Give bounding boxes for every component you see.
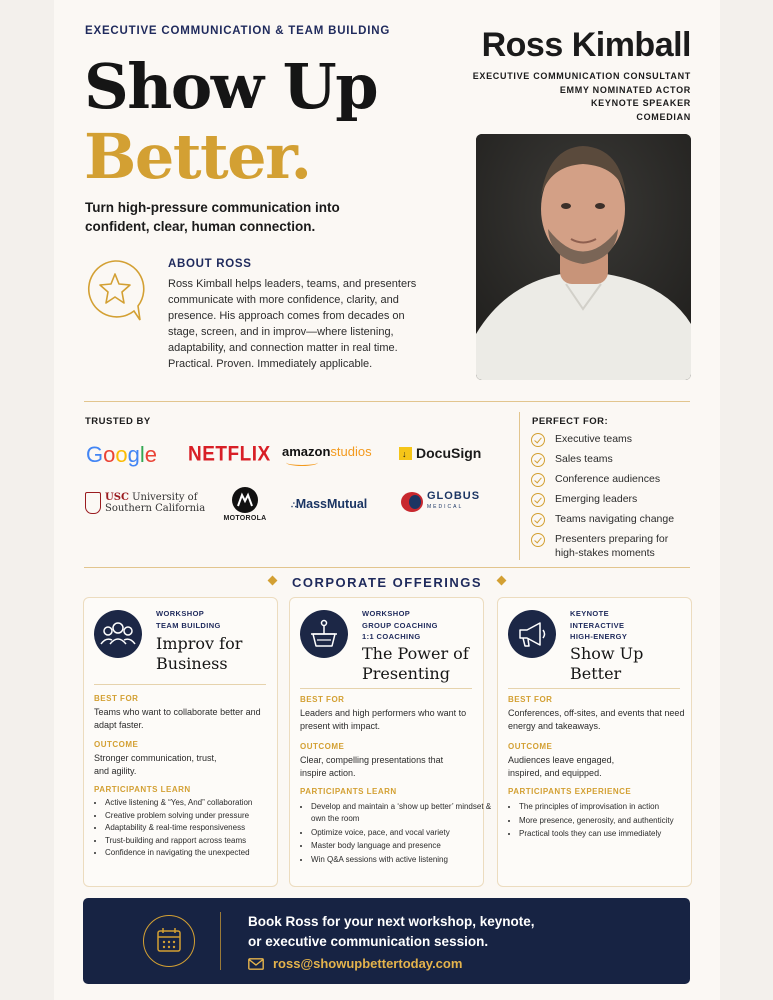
banner-text: Book Ross for your next workshop, keynote, or executive communication session.: [248, 914, 535, 949]
outcome-text: Clear, compelling presentations that inspire action.: [300, 755, 444, 778]
role: EMMY NOMINATED ACTOR: [559, 84, 691, 95]
list-label: PARTICIPANTS EXPERIENCE: [508, 787, 632, 796]
list-item: • Confidence in navigating the unexpected: [105, 847, 287, 858]
best-for-text: Conferences, off-sites, and events that need energy and takeaways.: [508, 708, 685, 731]
megaphone-icon: [508, 610, 556, 658]
divider: [84, 567, 690, 568]
list-item: • Develop and maintain a ‘show up better’ mindset & own the room: [311, 801, 493, 825]
globus-medical-logo: GLOBUS MEDICAL: [401, 492, 480, 512]
list-item: • Win Q&A sessions with active listening: [311, 854, 493, 866]
banner-divider: [220, 912, 221, 970]
divider: [84, 401, 690, 402]
booking-banner: [83, 898, 690, 984]
massmutual-logo: ∴MassMutual: [291, 497, 368, 511]
best-for-label: BEST FOR: [508, 695, 553, 704]
list-label: PARTICIPANTS LEARN: [94, 785, 191, 794]
list-item: • Master body language and presence: [311, 840, 493, 852]
best-for-label: BEST FOR: [300, 695, 345, 704]
list-item: Conference audiences: [531, 472, 701, 487]
experience-list: [508, 801, 701, 842]
list-item: • More presence, generosity, and authenticity: [519, 815, 701, 827]
trusted-by-title: TRUSTED BY: [85, 416, 151, 427]
diamond-icon: [267, 576, 277, 586]
offering-card-improv: [83, 597, 278, 887]
card-title: Show Up Better: [570, 644, 644, 683]
card-tags: WORKSHOP GROUP COACHING 1:1 COACHING: [362, 609, 438, 641]
list-item: • Practical tools they can use immediately: [519, 828, 701, 840]
portrait-photo: [476, 134, 691, 380]
card-title: The Power of Presenting: [362, 644, 469, 683]
list-label: PARTICIPANTS LEARN: [300, 787, 397, 796]
best-for-text: Leaders and high performers who want to present with impact.: [300, 708, 467, 731]
check-circle-icon: [531, 513, 545, 527]
list-item: • Creative problem solving under pressure: [105, 810, 287, 821]
list-item: Emerging leaders: [531, 492, 701, 507]
outcome-label: OUTCOME: [508, 742, 553, 751]
eyebrow: EXECUTIVE COMMUNICATION & TEAM BUILDING: [85, 25, 391, 37]
card-divider: [508, 688, 680, 689]
google-logo: Google: [86, 442, 158, 467]
offerings-heading: CORPORATE OFFERINGS: [54, 574, 720, 592]
check-circle-icon: [531, 493, 545, 507]
usc-logo: USC University of Southern California: [85, 492, 205, 514]
best-for-text: Teams who want to collaborate better and adapt faster.: [94, 707, 261, 730]
card-tags: WORKSHOP TEAM BUILDING: [156, 609, 221, 630]
check-circle-icon: [531, 473, 545, 487]
card-tags: KEYNOTE INTERACTIVE HIGH-ENERGY: [570, 609, 628, 641]
profile-name: Ross Kimball: [481, 26, 691, 64]
motorola-logo: MOTOROLA: [217, 487, 273, 522]
role: KEYNOTE SPEAKER: [590, 98, 691, 108]
best-for-label: BEST FOR: [94, 694, 139, 703]
mail-icon: [248, 958, 264, 970]
role: COMEDIAN: [636, 111, 691, 122]
list-item: • Optimize voice, pace, and vocal variety: [311, 827, 493, 839]
card-title: Improv for Business: [156, 634, 243, 673]
learn-list: [300, 801, 493, 867]
outcome-label: OUTCOME: [300, 742, 345, 751]
amazon-studios-logo: amazonstudios: [282, 444, 372, 459]
perfect-for-list: [531, 432, 701, 565]
card-divider: [300, 688, 472, 689]
list-item: Executive teams: [531, 432, 701, 447]
star-speech-bubble-icon: [84, 258, 146, 324]
vertical-divider: [519, 412, 520, 560]
list-item: Presenters preparing for high-stakes moments: [531, 532, 701, 560]
email-link[interactable]: ross@showupbettertoday.com: [248, 956, 462, 971]
offering-card-presenting: [289, 597, 492, 887]
outcome-text: Audiences leave engaged, inspired, and equipped.: [508, 755, 615, 778]
check-circle-icon: [531, 533, 545, 547]
outcome-text: Stronger communication, trust, and agility.: [94, 753, 217, 776]
team-icon: [94, 610, 142, 658]
diamond-icon: [497, 576, 507, 586]
headline-line-2: Better.: [84, 120, 311, 193]
card-divider: [94, 684, 266, 685]
list-item: • Active listening & “Yes, And” collaboration: [105, 797, 287, 808]
list-item: • Adaptability & real-time responsiveness: [105, 822, 287, 833]
list-item: Teams navigating change: [531, 512, 701, 527]
podium-icon: [300, 610, 348, 658]
about-body: Ross Kimball helps leaders, teams, and presenters communicate with more confidence, clarity, and presence. His approach comes from decades on stage, screen, and in improv—where listening, adaptability, and connection matter in real time. Practical. Proven. Immediately applicable.: [168, 278, 417, 370]
list-item: • The principles of improvisation in action: [519, 801, 701, 813]
outcome-label: OUTCOME: [94, 740, 139, 749]
perfect-for-title: PERFECT FOR:: [532, 416, 609, 427]
about-title: ABOUT ROSS: [168, 258, 252, 270]
netflix-logo: NETFLIX: [188, 442, 271, 466]
check-circle-icon: [531, 453, 545, 467]
calendar-icon: [143, 915, 195, 967]
offering-card-keynote: [497, 597, 692, 887]
tagline: Turn high-pressure communication into confident, clear, human connection.: [85, 200, 340, 234]
docusign-logo: ↓ DocuSign: [399, 445, 481, 461]
list-item: Sales teams: [531, 452, 701, 467]
role: EXECUTIVE COMMUNICATION CONSULTANT: [472, 71, 691, 81]
check-circle-icon: [531, 433, 545, 447]
learn-list: [94, 797, 287, 860]
list-item: • Trust-building and rapport across teams: [105, 835, 287, 846]
one-page-flyer: [54, 0, 720, 1000]
profile-roles: [473, 70, 691, 124]
headline-line-1: Show Up: [84, 50, 378, 123]
